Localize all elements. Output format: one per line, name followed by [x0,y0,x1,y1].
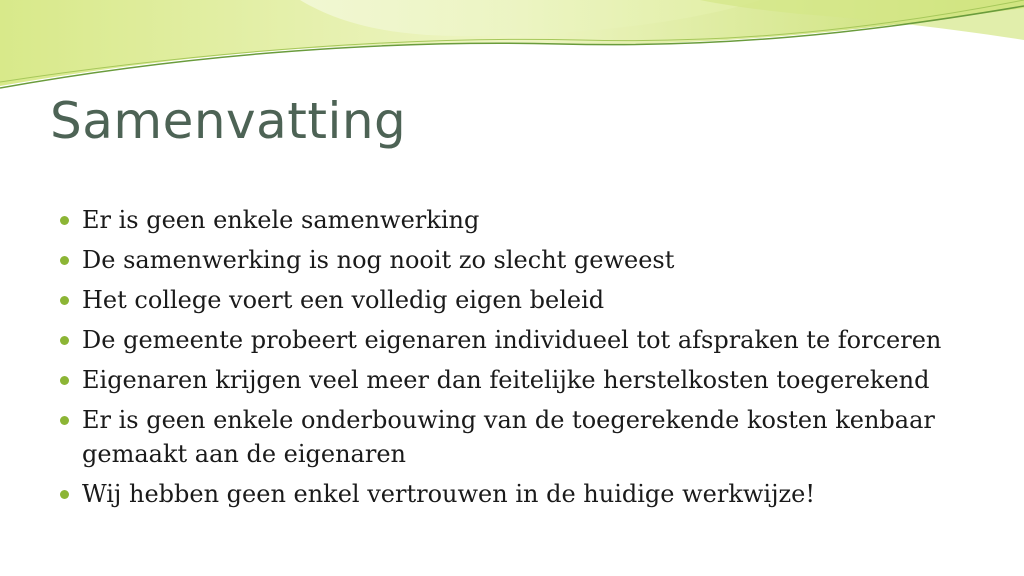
bullet-dot-icon [60,296,69,305]
bullet-item [60,323,960,357]
bullet-text: De samenwerking is nog nooit zo slecht geweest [82,246,675,274]
bullet-text: Wij hebben geen enkel vertrouwen in de huidige werkwijze! [82,480,816,508]
bullet-item [60,403,960,471]
bullet-item [60,243,960,277]
bullet-item [60,363,960,397]
bullet-list [60,203,960,517]
bullet-dot-icon [60,376,69,385]
bullet-text: De gemeente probeert eigenaren individueel tot afspraken te forceren [82,326,942,354]
bullet-dot-icon [60,336,69,345]
bullet-text: Er is geen enkele onderbouwing van de toegerekende kosten kenbaar gemaakt aan de eigenaren [82,406,935,468]
bullet-dot-icon [60,256,69,265]
bullet-text: Het college voert een volledig eigen beleid [82,286,605,314]
slide-title: Samenvatting [50,92,407,150]
bullet-text: Eigenaren krijgen veel meer dan feitelijke herstelkosten toegerekend [82,366,930,394]
bullet-item [60,203,960,237]
bullet-dot-icon [60,416,69,425]
bullet-item [60,283,960,317]
bullet-dot-icon [60,490,69,499]
bullet-text: Er is geen enkele samenwerking [82,206,480,234]
bullet-dot-icon [60,216,69,225]
bullet-item [60,477,960,511]
